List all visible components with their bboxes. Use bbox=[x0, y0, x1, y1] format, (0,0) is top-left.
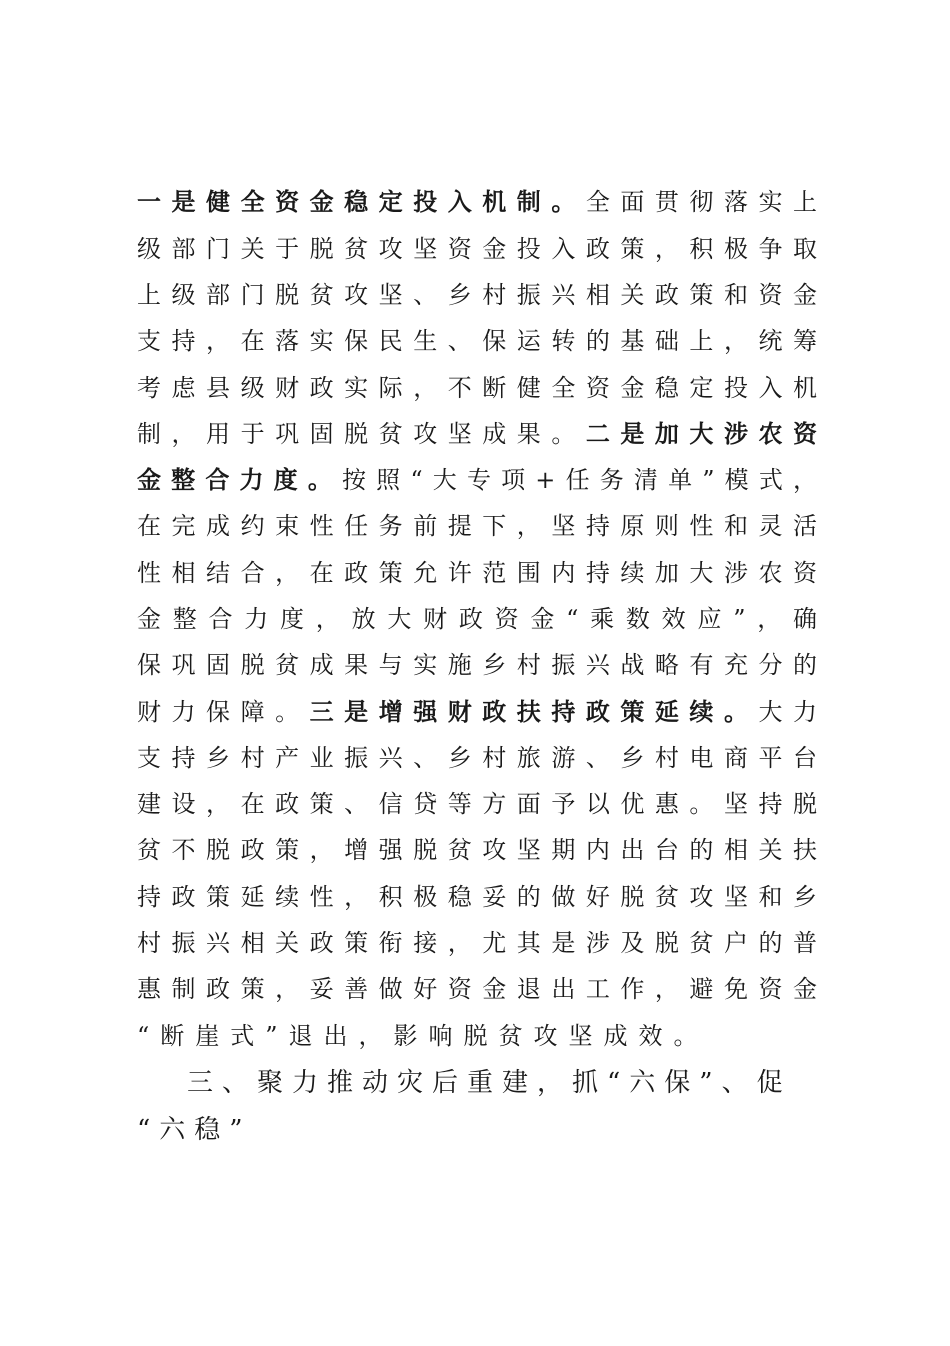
section-heading: 三、聚力推动灾后重建，抓“六保”、促 bbox=[187, 1068, 792, 1098]
paragraph-line bbox=[137, 784, 817, 824]
paragraph-line bbox=[137, 506, 817, 546]
line-text: “断崖式”退出，影响脱贫攻坚成效。 bbox=[137, 1022, 709, 1050]
paragraph-line bbox=[137, 368, 817, 408]
line-text: 性相结合，在政策允许范围内持续加大涉农资 bbox=[137, 559, 817, 587]
paragraph-line bbox=[137, 553, 817, 593]
paragraph-line bbox=[137, 182, 817, 222]
line-text: 保巩固脱贫成果与实施乡村振兴战略有充分的 bbox=[137, 651, 817, 679]
paragraph-line bbox=[137, 414, 817, 454]
line-text: 金整合力度，放大财政资金“乘数效应”，确 bbox=[137, 605, 817, 633]
paragraph-line bbox=[137, 229, 817, 269]
line-text: 支持，在落实保民生、保运转的基础上，统筹 bbox=[137, 327, 817, 355]
paragraph-line bbox=[137, 923, 817, 963]
bold-heading: 二是加大涉农资 bbox=[585, 419, 818, 448]
line-text: 制，用于巩固脱贫攻坚成果。 bbox=[137, 420, 586, 448]
bold-heading: 三是增强财政扶持政策延续。 bbox=[309, 697, 759, 726]
paragraph-line bbox=[137, 1016, 817, 1056]
paragraph-line bbox=[137, 460, 817, 500]
line-text: 惠制政策，妥善做好资金退出工作，避免资金 bbox=[137, 975, 817, 1003]
line-text: 持政策延续性，积极稳妥的做好脱贫攻坚和乡 bbox=[137, 883, 817, 911]
line-text: 大力 bbox=[758, 698, 818, 726]
bold-heading: 金整合力度。 bbox=[137, 465, 343, 494]
paragraph-line bbox=[137, 321, 817, 361]
line-text: 财力保障。 bbox=[137, 698, 310, 726]
line-text: 村振兴相关政策衔接，尤其是涉及脱贫户的普 bbox=[137, 929, 817, 957]
line-text: 按照“大专项+任务清单”模式， bbox=[342, 466, 818, 494]
paragraph-line bbox=[137, 692, 817, 732]
paragraph-line bbox=[137, 599, 817, 639]
paragraph-line bbox=[137, 738, 817, 778]
line-text: 考虑县级财政实际，不断健全资金稳定投入机 bbox=[137, 374, 817, 402]
paragraph-line bbox=[137, 969, 817, 1009]
paragraph-line bbox=[137, 877, 817, 917]
section-heading-continued: “六稳” bbox=[137, 1115, 252, 1145]
line-text: 贫不脱政策，增强脱贫攻坚期内出台的相关扶 bbox=[137, 836, 817, 864]
paragraph-line bbox=[137, 275, 817, 315]
paragraph-line bbox=[137, 830, 817, 870]
line-text: 全面贯彻落实上 bbox=[585, 188, 818, 216]
line-text: 在完成约束性任务前提下，坚持原则性和灵活 bbox=[137, 512, 817, 540]
paragraph-line bbox=[137, 645, 817, 685]
bold-heading: 一是健全资金稳定投入机制。 bbox=[137, 187, 586, 216]
line-text: 上级部门脱贫攻坚、乡村振兴相关政策和资金 bbox=[137, 281, 817, 309]
line-text: 支持乡村产业振兴、乡村旅游、乡村电商平台 bbox=[137, 744, 817, 772]
line-text: 级部门关于脱贫攻坚资金投入政策，积极争取 bbox=[137, 235, 817, 263]
line-text: 建设，在政策、信贷等方面予以优惠。坚持脱 bbox=[137, 790, 817, 818]
